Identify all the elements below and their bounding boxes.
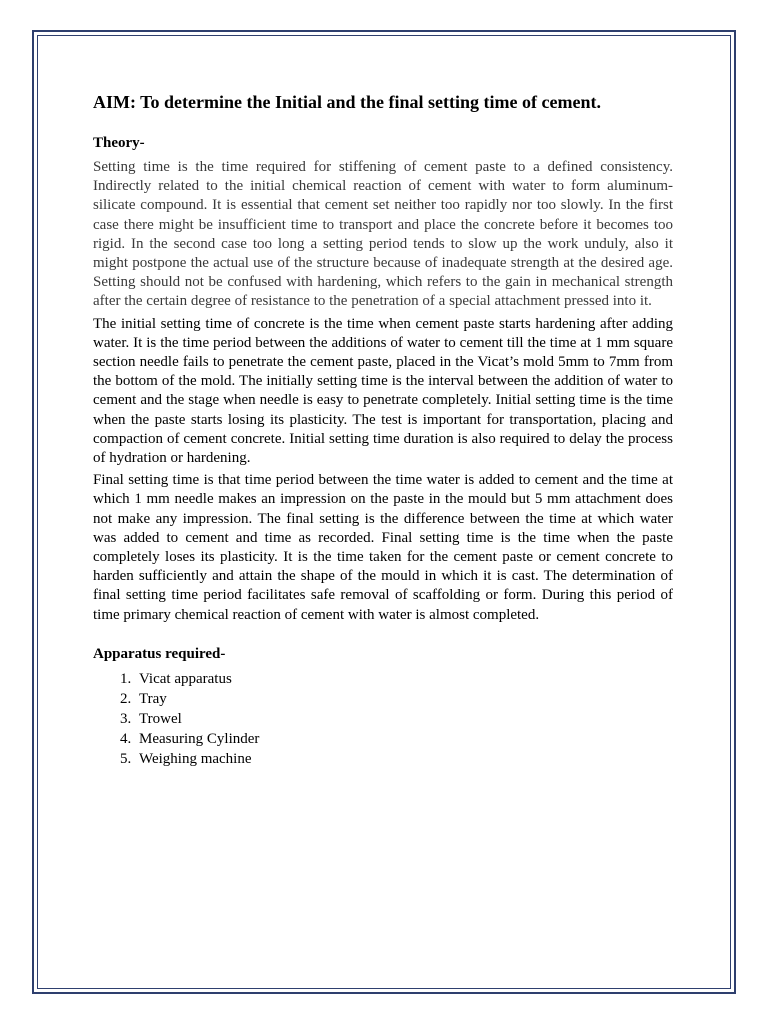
apparatus-item: 1. Vicat apparatus bbox=[135, 669, 673, 689]
apparatus-item: 2. Tray bbox=[135, 689, 673, 709]
apparatus-item: 5. Weighing machine bbox=[135, 749, 673, 769]
apparatus-list bbox=[93, 669, 673, 769]
theory-paragraph: Setting time is the time required for stiffening of cement paste to a defined consistency. Indirectly related to the initial chemical reaction of cement with water to form aluminum-silicate compound. It is essential that cement set neither too rapidly nor too slowly. In the first case there might be insufficient time to transport and place the concrete before it becomes too rigid. In the second case too long a setting period tends to slow up the work unduly, also it might postpone the actual use of the structure because of inadequate strength at the desired age. Setting should not be confused with hardening, which refers to the gain in mechanical strength after the certain degree of resistance to the penetration of a special attachment pressed into it. bbox=[93, 159, 673, 310]
final-setting-paragraph: Final setting time is that time period between the time water is added to cement and the time at which 1 mm needle makes an impression on the paste in the mould but 5 mm attachment does not make any impression. The final setting is the difference between the time at which water was added to cement and time as recorded. Final setting time is the time when the paste completely loses its plasticity. It is the time taken for the cement paste or cement concrete to harden sufficiently and attain the shape of the mould in which it is cast. The determination of final setting time period facilitates safe removal of scaffolding or form. During this period of time primary chemical reaction of cement with water is almost completed. bbox=[93, 472, 673, 623]
apparatus-item: 3. Trowel bbox=[135, 709, 673, 729]
initial-setting-paragraph: The initial setting time of concrete is the time when cement paste starts hardening after adding water. It is the time period between the additions of water to cement till the time at 1 mm square section needle fails to penetrate the cement paste, placed in the Vicat’s mold 5mm to 7mm from the bottom of the mold. The initially setting time is the interval between the addition of water to cement and the stage when needle is easy to penetrate completely. Initial setting time is the time when the paste starts losing its plasticity. The test is important for transportation, placing and compaction of cement concrete. Initial setting time duration is also required to delay the process of hydration or hardening. bbox=[93, 315, 673, 467]
section-spacer bbox=[93, 628, 673, 644]
apparatus-heading: Apparatus required- bbox=[93, 645, 226, 662]
apparatus-item: 4. Measuring Cylinder bbox=[135, 729, 673, 749]
document-body bbox=[93, 84, 673, 769]
theory-heading: Theory- bbox=[93, 135, 145, 151]
aim-heading: AIM: To determine the Initial and the final setting time of cement. bbox=[93, 92, 601, 112]
